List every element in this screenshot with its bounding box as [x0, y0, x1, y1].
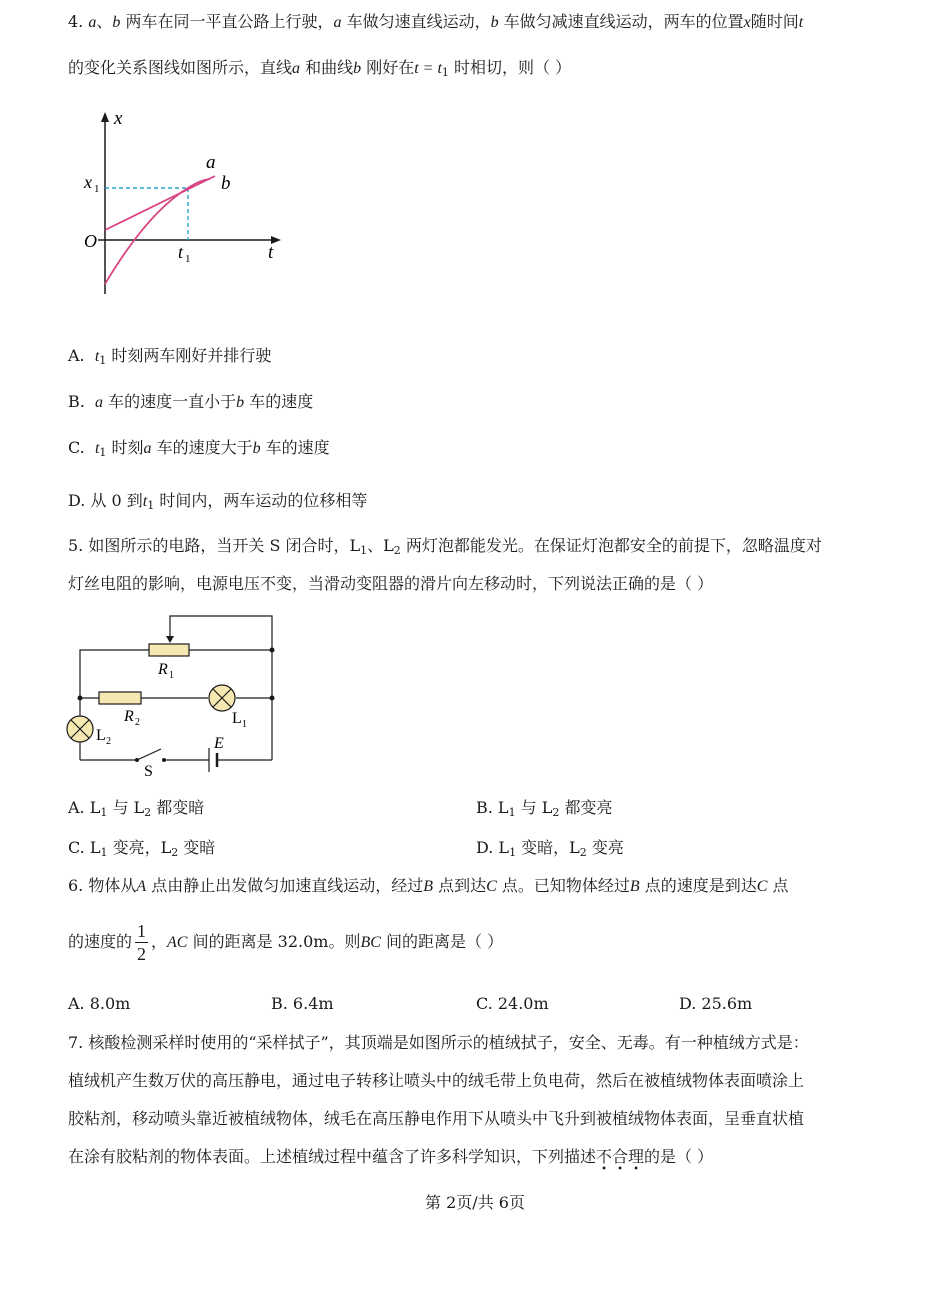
curve-b [105, 179, 210, 284]
svg-text:L: L [232, 710, 242, 727]
q4-option-c[interactable]: C. $t_1$ 时刻a 车的速度大于b 车的速度 [68, 438, 330, 459]
fraction-one-half: $\frac{1}{2}$ [137, 921, 147, 964]
y-axis-label: x [114, 108, 123, 129]
q5-option-b[interactable]: B. $L_1$ 与 $L_2$ 都变亮 [476, 798, 613, 819]
q4-stem-line2: 的变化关系图线如图所示，直线a 和曲线b 刚好在$t = t_1$ 时相切，则（ ） [68, 58, 572, 79]
q6-option-d[interactable]: D. 25.6m [679, 994, 753, 1013]
line-a [105, 176, 215, 230]
page-footer: 第 2页/共 6页 [425, 1193, 525, 1212]
q4-option-b[interactable]: B. a 车的速度一直小于b 车的速度 [68, 392, 314, 411]
svg-text:2: 2 [135, 717, 140, 728]
svg-text:L: L [96, 727, 106, 744]
svg-text:1: 1 [242, 719, 247, 730]
svg-text:R: R [158, 661, 168, 678]
q4-xt-graph [78, 104, 298, 304]
label-b: b [221, 173, 231, 194]
emphasis-not-reasonable: 不合理 • • • [596, 1147, 645, 1175]
slider-arrow [166, 636, 174, 643]
q4-option-a[interactable]: A. $t_1$ 时刻两车刚好并排行驶 [68, 346, 272, 367]
q5-option-c[interactable]: C. $L_1$ 变亮，$L_2$ 变暗 [68, 838, 216, 859]
q7-stem-line3: 胶粘剂，移动喷头靠近被植绒物体，绒毛在高压静电作用下从喷头中飞升到被植绒物体表面，呈垂直状植 [68, 1109, 805, 1128]
svg-text:2: 2 [106, 736, 111, 747]
q6-stem-line2: 的速度的 $\frac{1}{2}$ ，AC 间的距离是 32.0m。则BC 间的距离是（ ） [68, 921, 504, 964]
label-a: a [206, 152, 216, 173]
q7-stem-line2: 植绒机产生数万伏的高压静电，通过电子转移让喷头中的绒毛带上负电荷，然后在被植绒物体表面喷涂上 [68, 1071, 805, 1090]
q4-stem-line1: 4. a、b 两车在同一平直公路上行驶，a 车做匀速直线运动，b 车做匀减速直线运动，两车的位置x随时间t [68, 12, 804, 31]
x1-sub: 1 [94, 183, 100, 195]
x-axis-label: t [268, 242, 274, 263]
t1-sub: 1 [185, 253, 191, 265]
q5-option-d[interactable]: D. $L_1$ 变暗，$L_2$ 变亮 [476, 838, 624, 859]
r1-resistor [149, 644, 189, 656]
r2-resistor [99, 692, 141, 704]
q5-stem-line1: 5. 如图所示的电路，当开关 S 闭合时，$L_1$、$L_2$ 两灯泡都能发光。在保证灯泡都安全的前提下，忽略温度对 [68, 536, 822, 557]
q7-stem-line1: 7. 核酸检测采样时使用的“采样拭子”，其顶端是如图所示的植绒拭子，安全、无毒。有一种植绒方式是： [68, 1033, 809, 1052]
svg-text:S: S [144, 763, 153, 780]
q7-stem-line4: 在涂有胶粘剂的物体表面。上述植绒过程中蕴含了许多科学知识，下列描述不合理 • • • 的是（ ） [68, 1147, 714, 1175]
q6-option-b[interactable]: B. 6.4m [271, 994, 334, 1013]
q5-option-a[interactable]: A. $L_1$ 与 $L_2$ 都变暗 [68, 798, 205, 819]
q5-stem-line2: 灯丝电阻的影响，电源电压不变，当滑动变阻器的滑片向左移动时，下列说法正确的是（ ） [68, 574, 714, 593]
q6-option-c[interactable]: C. 24.0m [476, 994, 549, 1013]
q6-option-a[interactable]: A. 8.0m [68, 994, 131, 1013]
svg-text:E: E [214, 735, 224, 752]
x1-label: x [84, 172, 92, 192]
svg-text:1: 1 [169, 670, 174, 681]
t1-label: t [178, 242, 184, 262]
q5-circuit-diagram [60, 608, 290, 783]
q4-option-d[interactable]: D. 从 0 到$t_1$ 时间内，两车运动的位移相等 [68, 491, 368, 512]
q6-stem-line1: 6. 物体从A 点由静止出发做匀加速直线运动，经过B 点到达C 点。已知物体经过B 点的速度是到达C 点 [68, 876, 789, 895]
y-axis-arrow [101, 112, 109, 122]
origin-label: O [84, 231, 97, 251]
svg-text:R: R [124, 708, 134, 725]
